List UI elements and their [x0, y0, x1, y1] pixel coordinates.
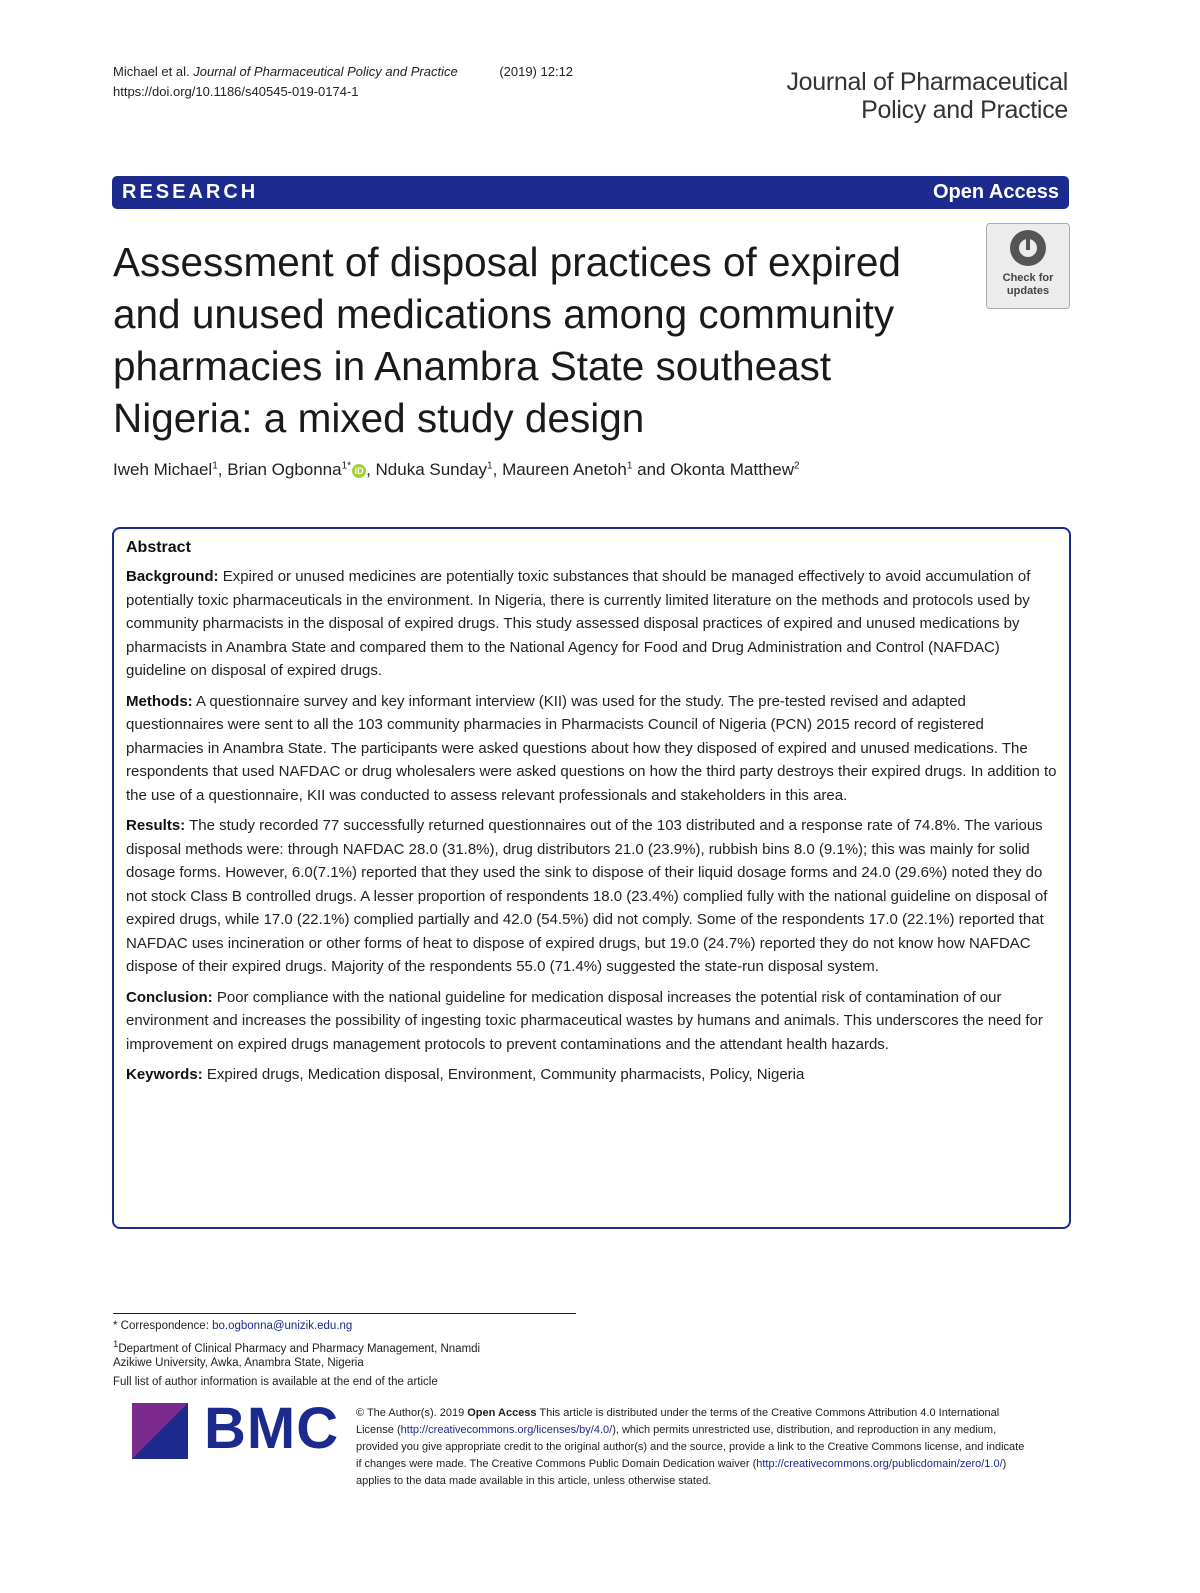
bmc-logo-icon — [132, 1403, 192, 1459]
check-updates-label: Check for updates — [1002, 272, 1054, 297]
license-statement: © The Author(s). 2019 Open Access This article is distributed under the terms of the Creative Commons Attribution 4.0 International License (http://creativecommons.org/licenses/by/4.0/), which permits unrestricted use, distribution, and reproduction in any medium, provided you give appropriate credit to the original author(s) and the source, provide a link to the Creative Commons license, and indicate if changes were made. The Creative Commons Public Domain Dedication waiver (http://creativecommons.org/publicdomain/zero/1.0/) applies to the data made available in this article, unless otherwise stated. — [356, 1407, 1025, 1487]
conclusion-label: Conclusion: — [126, 988, 213, 1006]
author-affiliation-sup: 1* — [341, 460, 352, 472]
author-affiliation-sup: 2 — [793, 460, 800, 472]
abstract-results: Results: The study recorded 77 successfully returned questionnaires out of the 103 distributed and a response rate of 74.8%. The various disposal methods were: through NAFDAC 28.0 (31.8%), drug distributors 21.0 (23.9%), rubbish bins 8.0 (9.1%); this was mainly for solid dosage forms. However, 6.0(7.1%) reported that they used the sink to dispose of their liquid dosage forms and 24.0 (29.6%) noted they do not stock Class B controlled drugs. A lesser proportion of respondents 18.0 (23.4%) complied fully with the national guideline on disposal of expired drugs, while 17.0 (22.1%) complied partially and 42.0 (54.5%) did not comply. Some of the respondents 17.0 (22.1%) reported that NAFDAC uses incineration or other forms of heat to dispose of expired drugs, but 19.0 (24.7%) reported they do not know how NAFDAC dispose of their expired drugs. Majority of the respondents 55.0 (71.4%) suggested the state-run disposal system. — [126, 817, 1048, 975]
open-access-label: Open Access — [933, 181, 1059, 203]
check-updates-icon — [1010, 230, 1046, 266]
license-link[interactable]: http://creativecommons.org/licenses/by/4.0/ — [400, 1424, 613, 1436]
article-title: Assessment of disposal practices of expired and unused medications among community pharmacies in Anambra State southeast Nigeria: a mixed study design — [113, 239, 901, 441]
keywords-label: Keywords: — [126, 1066, 203, 1083]
results-label: Results: — [126, 817, 186, 834]
author-affiliation-sup: 1 — [212, 460, 218, 472]
research-label: RESEARCH — [122, 181, 259, 203]
correspondence-note: * Correspondence: bo.ogbonna@unizik.edu.ng — [113, 1320, 353, 1332]
article-type-banner — [112, 176, 1069, 209]
author-affiliation-sup: 1 — [626, 460, 633, 472]
bmc-logo-text: BMC — [204, 1396, 340, 1461]
check-for-updates-button[interactable] — [986, 223, 1070, 309]
cite-journal: Journal of Pharmaceutical Policy and Practice — [193, 64, 458, 79]
author-name: Brian Ogbonna — [227, 460, 342, 479]
cite-authors: Michael et al. — [113, 64, 190, 79]
doi-link[interactable]: https://doi.org/10.1186/s40545-019-0174-1 — [113, 84, 359, 99]
affiliation-line2: Azikiwe University, Awka, Anambra State, Nigeria — [113, 1357, 364, 1369]
abstract-keywords: Keywords: Expired drugs, Medication disposal, Environment, Community pharmacists, Policy, Nigeria — [126, 1066, 805, 1083]
correspondence-email[interactable]: bo.ogbonna@unizik.edu.ng — [212, 1320, 353, 1332]
footnote-divider — [113, 1313, 576, 1314]
affiliation-line1: $^1$Department of Clinical Pharmacy and Pharmacy Management, Nnamdi — [113, 1339, 481, 1355]
journal-title-line2: Policy and Practice — [861, 96, 1068, 124]
abstract-methods: Methods: A questionnaire survey and key informant interview (KII) was used for the study. The pre-tested revised and adapted questionnaires were sent to all the 103 community pharmacies in Pharmacists Council of Nigeria (PCN) 2015 record of registered pharmacies in Anambra State. The participants were asked questions about how they disposed of expired and unused medications. The respondents that used NAFDAC or drug wholesalers were asked questions on how the third party destroys their expired drugs. In addition to the use of a questionnaire, KII was conducted to assess relevant professionals and stakeholders in this area. — [126, 692, 1057, 804]
author-info-note: Full list of author information is available at the end of the article — [113, 1376, 438, 1388]
author-name: Okonta Matthew — [670, 460, 794, 479]
author-list: Iweh Michael$^1$, Brian Ogbonna$^{1*}$ iD , Nduka Sunday$^1$, Maureen Anetoh$^1$ and Okonta Matthew$^2$ — [113, 460, 800, 479]
public-domain-link[interactable]: http://creativecommons.org/publicdomain/zero/1.0/ — [756, 1458, 1003, 1470]
abstract-box — [112, 527, 1071, 1229]
author-affiliation-sup: 1 — [487, 460, 493, 472]
citation-line — [113, 64, 573, 79]
abstract-heading: Abstract — [126, 539, 191, 556]
cite-year: (2019) 12:12 — [499, 64, 574, 79]
author-name: Iweh Michael — [113, 460, 213, 479]
author-name: Nduka Sunday — [375, 460, 488, 479]
abstract-background: Background: Expired or unused medicines are potentially toxic substances that should be managed effectively to avoid accumulation of potentially toxic pharmaceuticals in the environment. In Nigeria, there is currently limited literature on the methods and protocols used by community pharmacists in the disposal of expired drugs. This study assessed disposal practices of expired and unused medications by pharmacists in Anambra State and compared them to the National Agency for Food and Drug Administration and Control (NAFDAC) guideline on disposal of expired drugs. — [126, 568, 1031, 679]
methods-label: Methods: — [126, 692, 193, 710]
background-label: Background: — [126, 568, 219, 585]
orcid-icon[interactable]: iD — [352, 464, 366, 478]
abstract-conclusion: Conclusion: Poor compliance with the national guideline for medication disposal increases the potential risk of contamination of our environment and increases the possibility of ingesting toxic pharmaceutical wastes by humans and animals. This underscores the need for improvement on expired drugs management protocols to prevent contaminations and the attendant health hazards. — [126, 988, 1043, 1053]
author-name: Maureen Anetoh — [502, 460, 627, 479]
journal-title-line1: Journal of Pharmaceutical — [786, 68, 1068, 96]
journal-title — [786, 68, 1068, 124]
